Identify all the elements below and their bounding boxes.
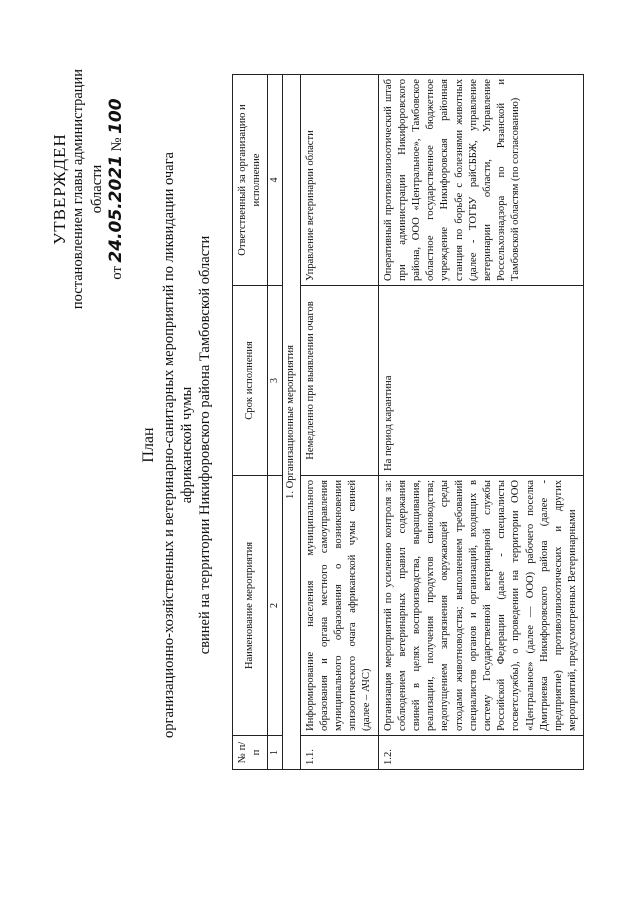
handwritten-number: 100: [106, 98, 126, 134]
row-term: Немедленно при выявлении очагов: [300, 286, 378, 476]
row-measure: Организация мероприятий по усилению контроля за: соблюдением ветеринарных правил содержания свиней в целях воспроизводства, выращивания, реализации, получения продуктов свиноводства; недопущением загрязнения окружающей среды отходами животноводства; выполнением требований специалистов органов и организаций, входящих в систему Государственной ветеринарной службы Российской Федерации (далее - специалисты госветслужбы), о проведении на территории ООО «Центральное» (далее — ООО) рабочего поселка Дмитриевка Никифоровского района (далее - предприятие) противоэпизоотических и других мероприятий, предусмотренных Ветеринарными: [378, 476, 584, 736]
handwritten-date: 24.05.2021: [106, 155, 126, 263]
col-number: 1: [268, 736, 283, 770]
row-responsible: Управление ветеринарии области: [300, 75, 378, 286]
row-measure: Информирование населения муниципального образования и органа местного самоуправления муниципального образования о возникновении эпизоотического очага африканской чумы свиней (далее – АЧС): [300, 476, 378, 736]
approval-heading: УТВЕРЖДЕН: [50, 133, 69, 245]
header-term: Срок исполнения: [233, 286, 268, 476]
title-word: План: [140, 427, 157, 463]
section-title: 1. Организационные мероприятия: [283, 75, 300, 770]
table-row: [300, 75, 378, 770]
section-row: [283, 75, 300, 770]
row-term: На период карантина: [378, 286, 584, 476]
number-prefix: №: [109, 137, 125, 152]
document-title: [140, 115, 214, 775]
approval-stamp: [50, 59, 127, 319]
approval-decree: постановлением главы администрации области: [70, 68, 105, 310]
row-responsible: Оперативный противоэпизоотический штаб при администрации Никифоровского района, ООО «Центральное», Тамбовское областное государственное бюджетное учреждение Никифоровская районная станция по борьбе с болезнями животных (далее - ТОГБУ райСББЖ, управление ветеринарии области, Управление Россельхознадзора по Рязанской и Тамбовской областям (по согласованию): [378, 75, 584, 286]
title-line-2: свиней на территории Никифоровского района Тамбовской области: [197, 235, 213, 655]
header-responsible: Ответственный за организацию и исполнение: [233, 75, 268, 286]
row-num: 1.2.: [378, 736, 584, 770]
col-number: 3: [268, 286, 283, 476]
column-number-row: [268, 75, 283, 770]
col-number: 2: [268, 476, 283, 736]
date-prefix: от: [109, 266, 125, 280]
header-num: № п/п: [233, 736, 268, 770]
table-row: [378, 75, 584, 770]
approval-date-line: [107, 59, 127, 319]
table-header-row: [233, 75, 268, 770]
measures-table: [232, 74, 584, 770]
col-number: 4: [268, 75, 283, 286]
title-line-1: организационно-хозяйственных и ветеринарно-санитарных мероприятий по ликвидации очага африканской чумы: [161, 152, 195, 738]
header-name: Наименование мероприятия: [233, 476, 268, 736]
row-num: 1.1.: [300, 736, 378, 770]
